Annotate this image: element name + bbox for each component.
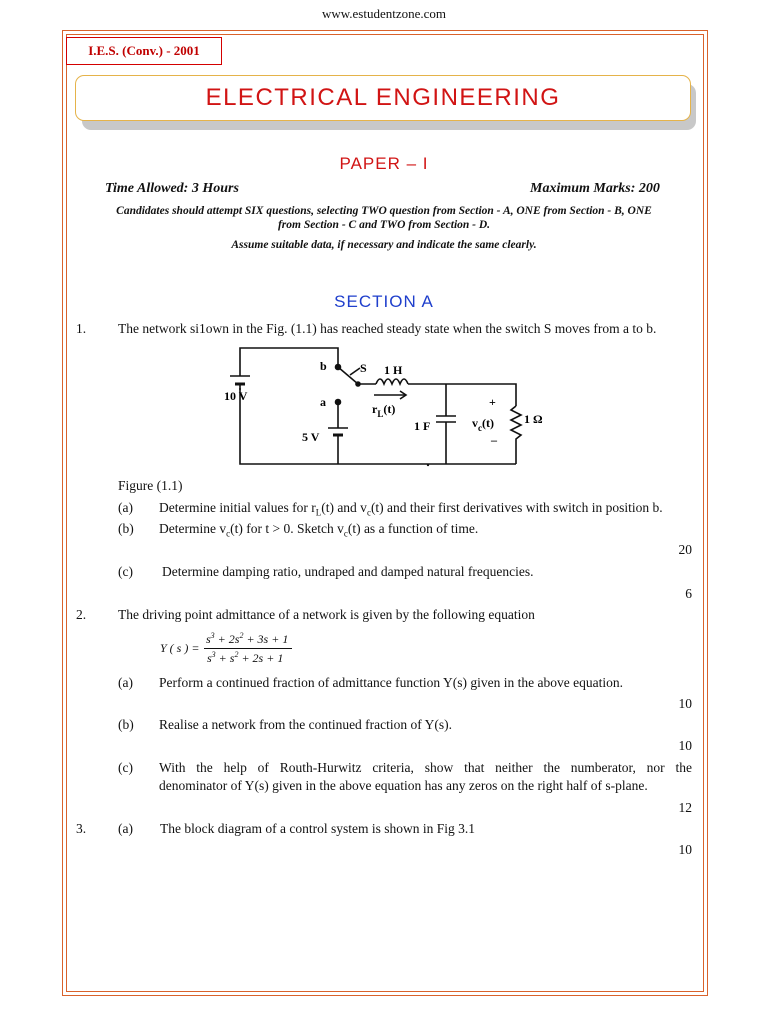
q1c-label: (c)	[118, 564, 133, 579]
label-vc	[472, 416, 494, 433]
q1b-label: (b)	[118, 521, 134, 536]
maximum-marks: Maximum Marks: 200	[530, 181, 660, 196]
label-current-main: r	[372, 402, 378, 416]
q3a-label: (a)	[118, 821, 133, 836]
q1a-label: (a)	[118, 500, 133, 515]
q1-number: 1.	[76, 321, 87, 336]
q2c-text-line-1: With the help of Routh-Hurwitz criteria, show that neither the numberator, nor the	[159, 760, 692, 775]
formula-lhs: Y ( s ) =	[160, 641, 200, 655]
q2-marks-a: 10	[678, 696, 692, 711]
switch-blade	[338, 367, 358, 384]
q1a-text-2: (t) and v	[321, 500, 367, 515]
label-current-tail: (t)	[383, 402, 396, 416]
title-box	[75, 75, 691, 121]
label-10v: 10 V	[224, 389, 248, 403]
label-resistor: 1 Ω	[524, 412, 543, 426]
label-vc-sub: c	[478, 423, 482, 433]
switch-arrow	[350, 368, 360, 375]
exam-tag	[66, 37, 222, 65]
q2-marks-b: 10	[678, 738, 692, 753]
q2a-label: (a)	[118, 675, 133, 690]
subject-title: ELECTRICAL ENGINEERING	[205, 84, 561, 111]
q1-marks-c: 6	[685, 586, 692, 601]
q2-text: The driving point admittance of a network is given by the following equation	[118, 607, 535, 622]
q1b-sub-2: c	[343, 528, 348, 539]
q2c-text	[159, 759, 692, 795]
paper-heading: PAPER – I	[339, 154, 429, 173]
q1b-text-1: Determine v	[159, 521, 227, 536]
q1a-text-3: (t) and their first derivatives with switch in position b.	[370, 500, 663, 515]
label-current-sub: L	[377, 409, 384, 419]
q3a-text: The block diagram of a control system is shown in Fig 3.1	[160, 821, 475, 836]
q2b-text: Realise a network from the continued fraction of Y(s).	[159, 717, 453, 732]
section-heading: SECTION A	[334, 292, 434, 311]
instructions-line-1: Candidates should attempt SIX questions, selecting TWO question from Section - A, ONE from Section - B, ONE	[116, 205, 652, 217]
q1b-sub-1: c	[226, 528, 231, 539]
q2c-text-line-2: denominator of Y(s) given in the above equation has any zeros on the right half of s-plane.	[159, 778, 648, 793]
label-switch-s: S	[360, 361, 367, 375]
circuit-diagram	[224, 340, 543, 470]
instructions-line-2: from Section - C and TWO from Section - D.	[277, 219, 491, 231]
q1a-text	[159, 499, 663, 522]
q1a-sub-2: c	[366, 507, 371, 518]
label-inductor: 1 H	[384, 363, 403, 377]
label-current	[372, 402, 395, 419]
instructions	[76, 204, 692, 232]
q2b-label: (b)	[118, 717, 134, 732]
resistor-zigzag	[511, 406, 521, 464]
time-allowed: Time Allowed: 3 Hours	[105, 181, 239, 196]
label-node-b: b	[320, 359, 327, 373]
site-url[interactable]: www.estudentzone.com	[321, 6, 447, 21]
q2-number: 2.	[76, 607, 87, 622]
label-vc-main: v	[472, 416, 478, 430]
label-minus: –	[491, 433, 497, 447]
wire-right-top	[408, 384, 516, 406]
figure-caption: Figure (1.1)	[118, 478, 183, 493]
q2c-label: (c)	[118, 760, 133, 775]
label-vc-tail: (t)	[482, 416, 494, 430]
q2-marks-c: 12	[678, 800, 692, 815]
label-capacitor: 1 F	[414, 419, 431, 433]
q1-text: The network si1own in the Fig. (1.1) has reached steady state when the switch S moves from a to b.	[118, 321, 657, 336]
formula-denominator: $s^3 + s^2 + 2s + 1$	[207, 650, 284, 665]
inductor-coil	[376, 379, 408, 384]
assume-note: Assume suitable data, if necessary and indicate the same clearly.	[231, 239, 537, 251]
q1a-sub-1: L	[315, 507, 322, 518]
formula-fraction-bar	[204, 648, 292, 649]
label-node-a: a	[320, 395, 326, 409]
q1b-text	[159, 520, 478, 543]
formula-numerator: $s^3 + 2s^2 + 3s + 1$	[206, 631, 289, 646]
q2a-text: Perform a continued fraction of admittance function Y(s) given in the above equation.	[159, 675, 623, 690]
q3-marks-a: 10	[678, 842, 692, 857]
q3-number: 3.	[76, 821, 87, 836]
label-5v: 5 V	[302, 430, 320, 444]
q1b-text-3: (t) as a function of time.	[347, 521, 479, 536]
q1b-text-2: (t) for t > 0. Sketch v	[230, 521, 344, 536]
label-plus: +	[489, 395, 496, 409]
q1a-text-1: Determine initial values for r	[159, 500, 316, 515]
exam-tag-label: I.E.S. (Conv.) - 2001	[88, 43, 200, 58]
q1-marks-ab: 20	[678, 542, 692, 557]
q1c-text: Determine damping ratio, undraped and damped natural frequencies.	[162, 564, 534, 579]
